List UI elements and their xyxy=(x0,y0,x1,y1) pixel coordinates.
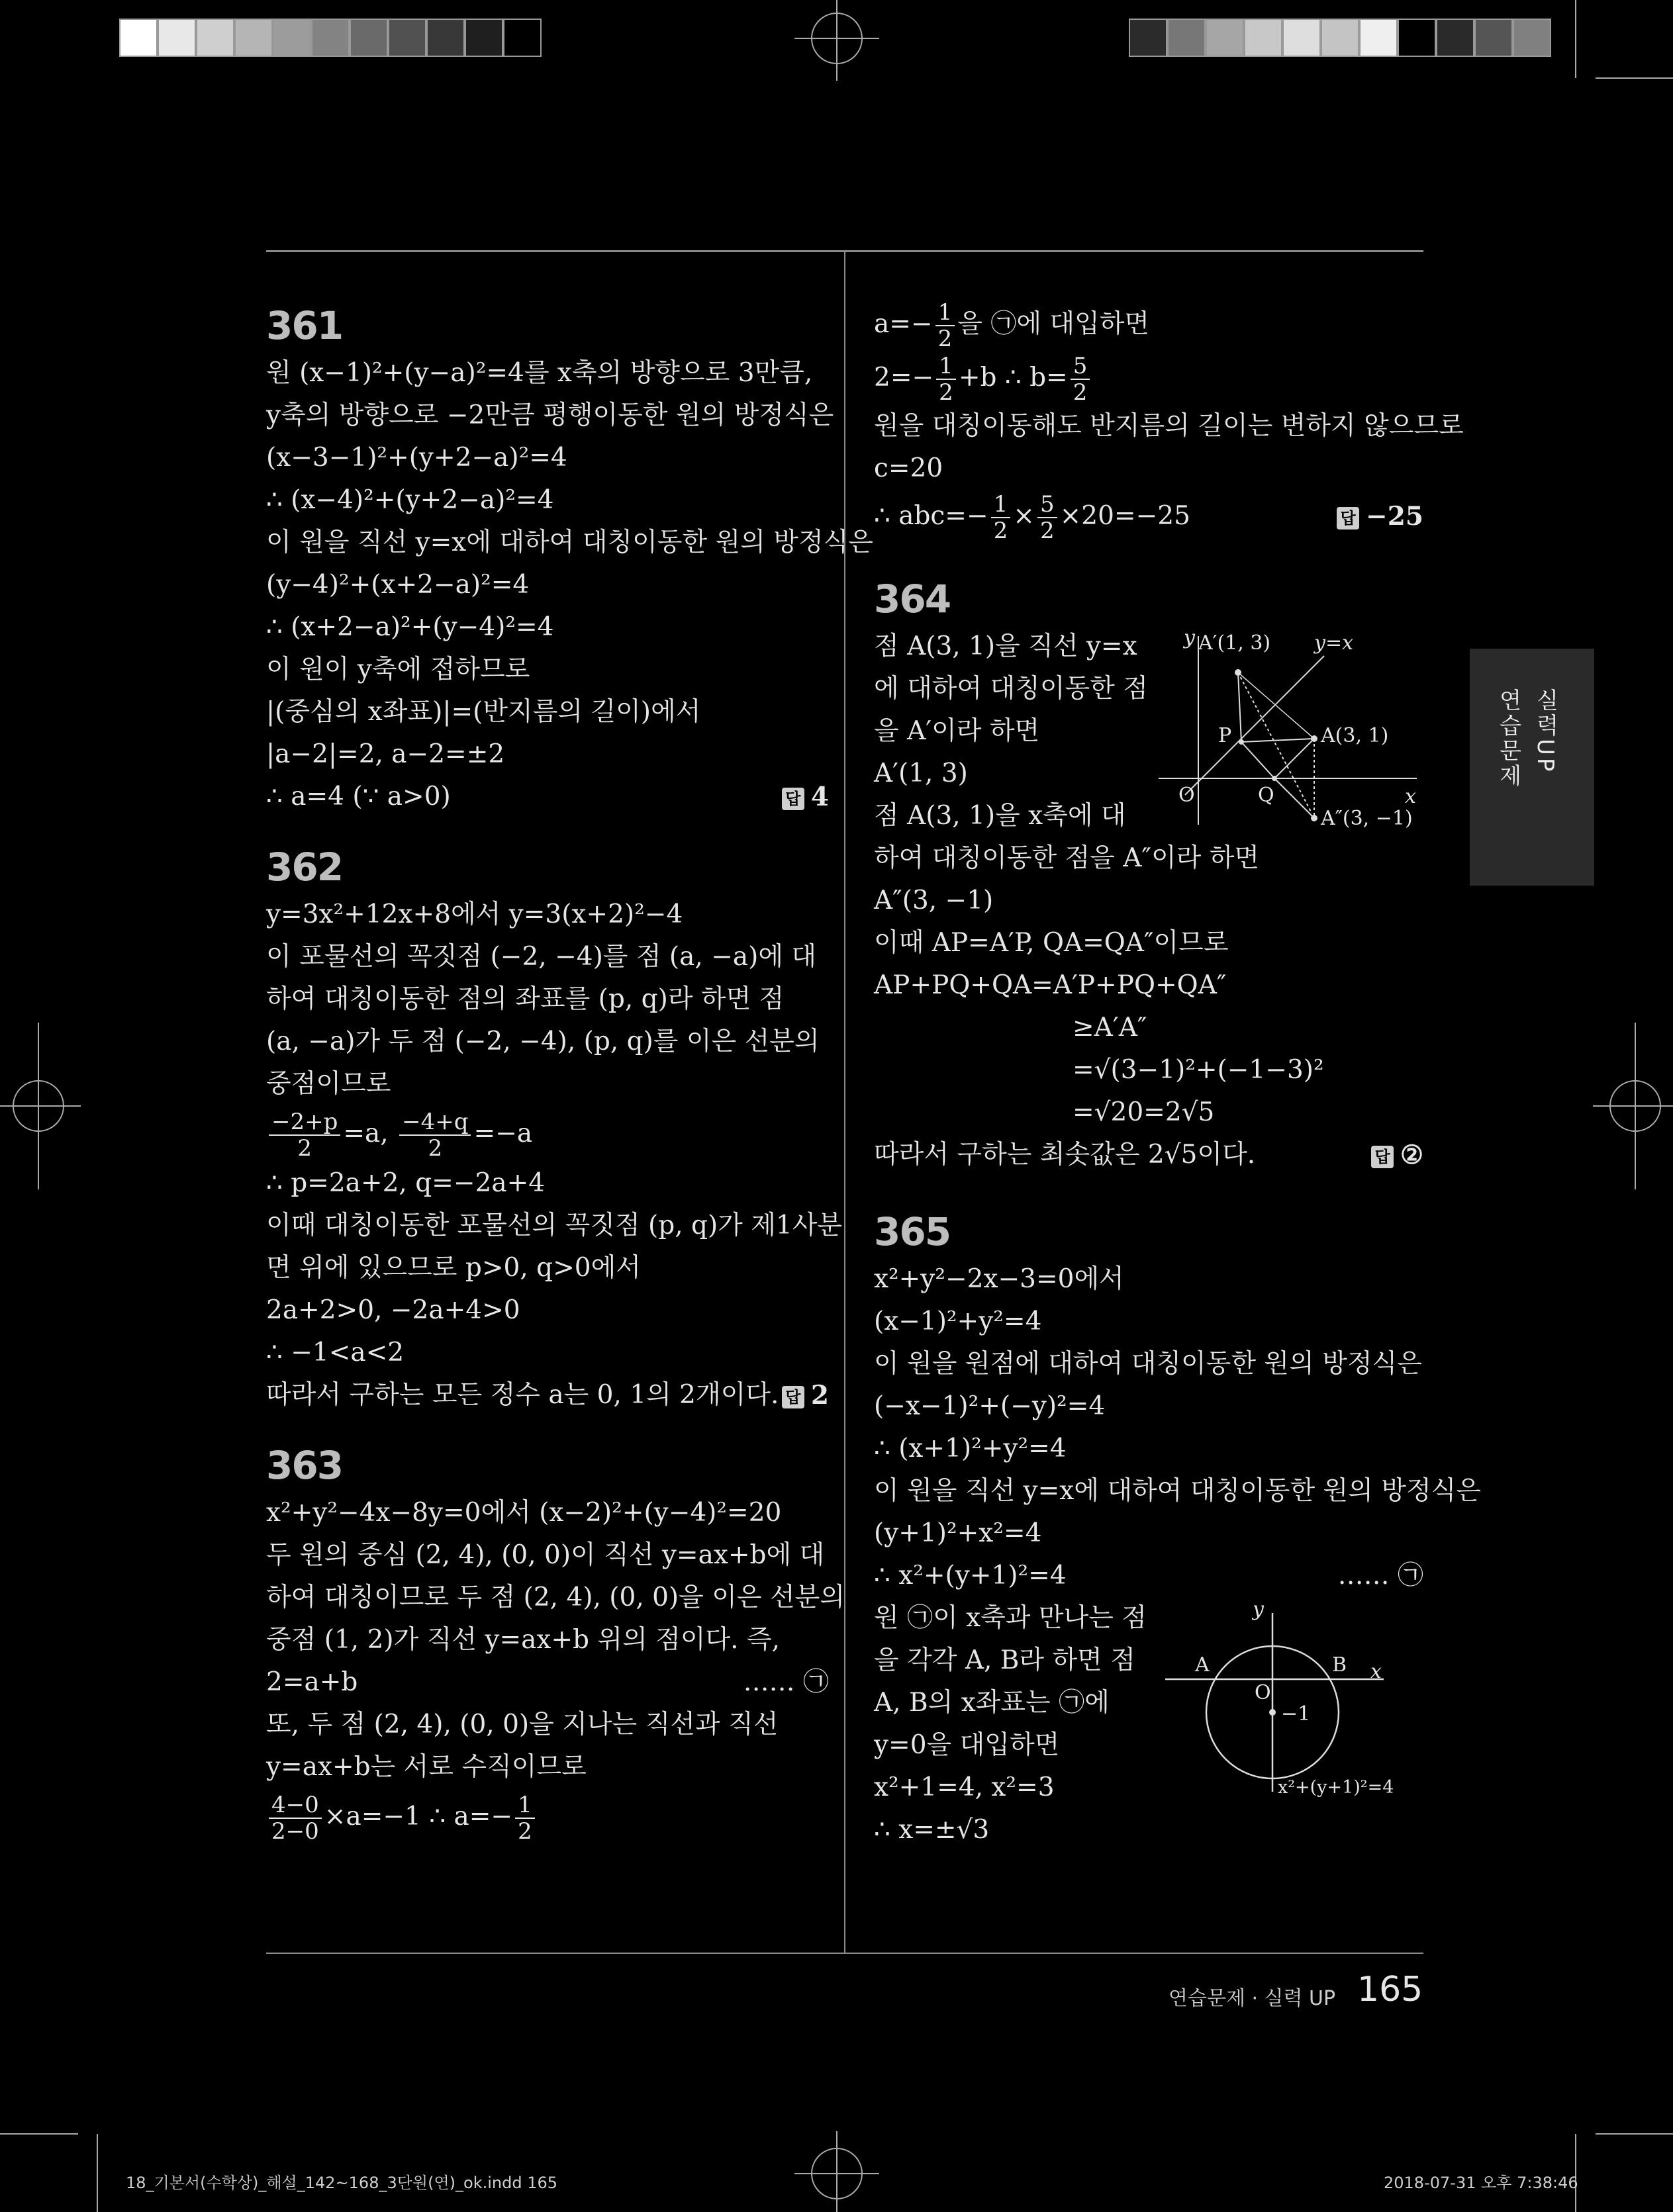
line-text: ∴ −1<a<2 xyxy=(266,1338,405,1367)
solution-line xyxy=(266,691,829,733)
answer-value: 2 xyxy=(810,1380,829,1410)
solution-line xyxy=(266,606,829,649)
text: ×a=−1 ∴ a=− xyxy=(324,1802,513,1831)
line-text: =√(3−1)²+(−1−3)² xyxy=(1073,1055,1324,1085)
line-text: (x−3−1)²+(y+2−a)²=4 xyxy=(266,443,567,473)
line-text: 2a+2>0, −2a+4>0 xyxy=(266,1295,520,1325)
line-text: ∴ x=±√3 xyxy=(874,1815,990,1845)
line-text: y축의 방향으로 −2만큼 평행이동한 원의 방정식은 xyxy=(266,400,834,430)
solution-line xyxy=(266,1063,829,1105)
right-column xyxy=(874,298,1481,1851)
line-text: x²+y²−4x−8y=0에서 (x−2)²+(y−4)²=20 xyxy=(266,1498,782,1528)
line-text: (−x−1)²+(−y)²=4 xyxy=(874,1391,1106,1421)
problem-number: 362 xyxy=(266,845,343,890)
solution-line xyxy=(266,1619,829,1661)
line-text: 하여 대칭이므로 두 점 (2, 4), (0, 0)을 이은 선분의 xyxy=(266,1583,845,1612)
solution-line xyxy=(266,522,873,564)
problem-number: 363 xyxy=(266,1443,343,1488)
answer xyxy=(1371,1134,1423,1176)
solution-line xyxy=(266,1704,829,1746)
line-text: ∴ (x+2−a)²+(y−4)²=4 xyxy=(266,612,554,642)
numerator: −2+p xyxy=(269,1109,340,1136)
solution-line xyxy=(266,649,829,691)
line-text: x²+1=4, x²=3 xyxy=(874,1773,1055,1802)
line xyxy=(874,298,1423,351)
line: 원을 대칭이동해도 반지름의 길이는 변하지 않으므로 xyxy=(874,411,1464,441)
x-axis-label: x xyxy=(1370,1660,1382,1683)
solution-line xyxy=(266,1162,829,1205)
solution-line xyxy=(874,1385,1423,1428)
problem-363-continued xyxy=(874,298,1464,544)
solution-line xyxy=(266,1534,829,1577)
side-tab-line1: 연습문제 xyxy=(1495,688,1521,789)
solution-line xyxy=(266,479,829,522)
line-text: 따라서 구하는 최솟값은 2√5이다. xyxy=(874,1140,1256,1170)
line-text: ∴ x²+(y+1)²=4 xyxy=(874,1561,1067,1590)
answer-label: 답 xyxy=(782,1386,804,1408)
line-text: ∴ a=4 (∵ a>0) xyxy=(266,782,451,811)
line-text: 을 A′이라 하면 xyxy=(874,716,1040,746)
footer-filename: 18_기본서(수학상)_해설_142~168_3단원(연)_ok.indd 165 xyxy=(126,2174,558,2192)
numerator: −4+q xyxy=(399,1109,471,1136)
line-text: (a, −a)가 두 점 (−2, −4), (p, q)를 이은 선분의 xyxy=(266,1027,820,1056)
solution-line xyxy=(266,352,829,394)
footer-date: 2018-07-31 오후 7:38:46 xyxy=(1384,2174,1578,2192)
text: =−a xyxy=(473,1119,533,1148)
line-text: |a−2|=2, a−2=±2 xyxy=(266,739,505,769)
solution-line xyxy=(266,1021,829,1063)
denominator: 2 xyxy=(1039,518,1055,544)
line-text: 이때 대칭이동한 포물선의 꼭짓점 (p, q)가 제1사분 xyxy=(266,1211,843,1240)
line-text: 이 원을 직선 y=x에 대하여 대칭이동한 원의 방정식은 xyxy=(874,1476,1481,1506)
denominator: 2−0 xyxy=(271,1818,319,1845)
problem-361 xyxy=(266,303,873,818)
x-axis-label: x xyxy=(1405,785,1416,808)
point-q-label: Q xyxy=(1258,784,1274,807)
left-column xyxy=(266,291,873,1845)
solution-line xyxy=(874,1091,1423,1134)
solution-line xyxy=(874,1134,1423,1176)
solution-line xyxy=(266,1332,829,1374)
line-text: 중점 (1, 2)가 직선 y=ax+b 위의 점이다. 즉, xyxy=(266,1625,781,1655)
solution-line xyxy=(266,978,829,1021)
point-b-label: B xyxy=(1332,1653,1347,1677)
line-text: 원 ㉠이 x축과 만나는 점 xyxy=(874,1603,1147,1633)
solution-line xyxy=(874,1049,1423,1091)
solution-line xyxy=(266,1577,845,1619)
line-text: AP+PQ+QA=A′P+PQ+QA″ xyxy=(874,970,1227,1000)
problem-number: 361 xyxy=(266,303,343,348)
answer xyxy=(782,1374,829,1416)
point-p-label: P xyxy=(1218,724,1232,747)
line xyxy=(874,490,1423,543)
text: × xyxy=(1013,501,1035,531)
denominator: 2 xyxy=(518,1818,532,1845)
line-text: 이 원을 원점에 대하여 대칭이동한 원의 방정식은 xyxy=(874,1349,1422,1379)
solution-line xyxy=(266,1289,829,1332)
line-text: 하여 대칭이동한 점의 좌표를 (p, q)라 하면 점 xyxy=(266,984,785,1014)
solution-line xyxy=(874,1007,1423,1049)
solution-line xyxy=(874,1512,1423,1555)
solution-line xyxy=(266,394,834,437)
denominator: 2 xyxy=(937,326,953,352)
line-text: 점 A(3, 1)을 직선 y=x xyxy=(874,631,1137,661)
answer xyxy=(1337,490,1423,543)
line-text: 면 위에 있으므로 p>0, q>0에서 xyxy=(266,1253,641,1283)
text: ×20=−25 xyxy=(1059,501,1190,531)
numerator: 4−0 xyxy=(269,1792,322,1819)
denominator: 2 xyxy=(1073,379,1088,406)
answer-label: 답 xyxy=(1371,1146,1394,1168)
solution-line xyxy=(266,776,829,818)
answer-label: 답 xyxy=(782,788,804,810)
line-text: ∴ (x−4)²+(y+2−a)²=4 xyxy=(266,485,554,515)
line-text: A, B의 x좌표는 ㉠에 xyxy=(874,1688,1110,1718)
line xyxy=(874,351,1423,405)
problem-number: 364 xyxy=(874,576,951,622)
line-text: 이 포물선의 꼭짓점 (−2, −4)를 점 (a, −a)에 대 xyxy=(266,942,817,972)
solution-line xyxy=(874,964,1423,1007)
text: +b ∴ b= xyxy=(958,363,1068,392)
line-text: y=0을 대입하면 xyxy=(874,1730,1060,1760)
line-text: 이때 AP=A′P, QA=QA″이므로 xyxy=(874,928,1229,958)
text: 을 ㉠에 대입하면 xyxy=(957,309,1150,339)
answer xyxy=(782,776,829,818)
equation-mark: …… ㉠ xyxy=(1337,1561,1423,1590)
line-text: y=3x²+12x+8에서 y=3(x+2)²−4 xyxy=(266,899,683,929)
numerator: 1 xyxy=(935,300,955,326)
solution-line xyxy=(874,1301,1423,1343)
answer-value: −25 xyxy=(1366,501,1423,531)
line-text: y=ax+b는 서로 수직이므로 xyxy=(266,1752,587,1782)
line-text: 이 원을 직선 y=x에 대하여 대칭이동한 원의 방정식은 xyxy=(266,528,873,557)
text: a=− xyxy=(874,309,933,339)
line: c=20 xyxy=(874,453,943,483)
denominator: 2 xyxy=(993,518,1008,544)
denominator: 2 xyxy=(297,1135,312,1162)
reflection-figure xyxy=(1159,629,1423,828)
point-a-double-prime-label: A″(3, −1) xyxy=(1321,807,1413,828)
numerator: 5 xyxy=(1037,492,1057,518)
problem-364 xyxy=(874,576,1423,1176)
solution-line xyxy=(266,1374,829,1416)
numerator: 1 xyxy=(515,1792,535,1819)
solution-line xyxy=(266,894,829,936)
line-text: (x−1)²+y²=4 xyxy=(874,1307,1042,1336)
line-label: y=x xyxy=(1314,631,1354,655)
line-text: 원 (x−1)²+(y−a)²=4를 x축의 방향으로 3만큼, xyxy=(266,358,813,388)
side-tab-line2: 실력UP xyxy=(1532,688,1558,774)
solution-line xyxy=(874,1809,1423,1851)
solution-line xyxy=(874,880,1423,922)
line-text: x²+y²−2x−3=0에서 xyxy=(874,1264,1124,1294)
equation-mark: …… ㉠ xyxy=(743,1667,829,1697)
circle-equation-label: x²+(y+1)²=4 xyxy=(1278,1777,1394,1798)
solution-line xyxy=(266,1247,829,1289)
problem-362 xyxy=(266,845,843,1416)
line-text: ∴ p=2a+2, q=−2a+4 xyxy=(266,1168,546,1198)
denominator: 2 xyxy=(939,379,953,406)
section-side-tab xyxy=(1470,649,1594,886)
text: 2=− xyxy=(874,363,934,392)
line-text: ∴ (x+1)²+y²=4 xyxy=(874,1434,1067,1463)
line-text: A″(3, −1) xyxy=(874,886,994,915)
answer-value: ② xyxy=(1400,1140,1423,1170)
origin-label: O xyxy=(1255,1681,1271,1704)
denominator: 2 xyxy=(428,1135,443,1162)
solution-line xyxy=(874,922,1423,964)
solution-line xyxy=(266,1746,829,1788)
solution-line xyxy=(874,1343,1423,1385)
line-text: A′(1, 3) xyxy=(874,759,968,788)
center-label: −1 xyxy=(1281,1702,1311,1726)
line-text: 이 원이 y축에 접하므로 xyxy=(266,655,530,684)
line-text: (y−4)²+(x+2−a)²=4 xyxy=(266,570,530,600)
solution-line xyxy=(266,936,829,978)
line-text: (y+1)²+x²=4 xyxy=(874,1518,1042,1548)
point-a-label: A xyxy=(1195,1653,1210,1677)
origin-label: O xyxy=(1178,784,1195,807)
column-divider xyxy=(844,252,845,1953)
answer-label: 답 xyxy=(1337,507,1359,530)
solution-line xyxy=(266,1205,843,1247)
y-axis-label: y xyxy=(1253,1600,1264,1621)
line-text: 두 원의 중심 (2, 4), (0, 0)이 직선 y=ax+b에 대 xyxy=(266,1540,825,1570)
line-text: 에 대하여 대칭이동한 점 xyxy=(874,674,1148,704)
line-text: 중점이므로 xyxy=(266,1069,391,1099)
line-text: 2=a+b xyxy=(266,1667,358,1697)
line-text: 하여 대칭이동한 점을 A″이라 하면 xyxy=(874,843,1260,873)
numerator: 1 xyxy=(936,353,956,380)
line-text: 따라서 구하는 모든 정수 a는 0, 1의 2개이다. xyxy=(266,1380,779,1410)
solution-line xyxy=(874,1258,1423,1301)
solution-line xyxy=(266,733,829,776)
answer-value: 4 xyxy=(810,782,829,812)
problem-365 xyxy=(874,1209,1481,1851)
text: ∴ abc=− xyxy=(874,501,988,531)
point-a-prime-label: A′(1, 3) xyxy=(1198,631,1271,655)
bottom-rule xyxy=(266,1953,1423,1954)
numerator: 1 xyxy=(991,492,1011,518)
solution-line xyxy=(874,1555,1423,1597)
line-text: 점 A(3, 1)을 x축에 대 xyxy=(874,801,1126,831)
line-text: 또, 두 점 (2, 4), (0, 0)을 지나는 직선과 직선 xyxy=(266,1710,779,1739)
line-text: =√20=2√5 xyxy=(1073,1097,1215,1127)
line-text: 을 각각 A, B라 하면 점 xyxy=(874,1645,1135,1675)
solution-line xyxy=(874,1470,1481,1512)
text: =a, xyxy=(343,1119,389,1148)
circle-figure xyxy=(1165,1600,1430,1798)
line-text: ≥A′A″ xyxy=(1073,1013,1147,1042)
point-a-label: A(3, 1) xyxy=(1321,724,1389,747)
line-text: |(중심의 x좌표)|=(반지름의 길이)에서 xyxy=(266,697,701,727)
solution-line xyxy=(266,1661,829,1704)
fraction-line xyxy=(266,1105,829,1162)
y-axis-label: y xyxy=(1184,629,1195,649)
solution-line xyxy=(874,1428,1423,1470)
page-number: 165 xyxy=(1357,1970,1423,2009)
solution-line xyxy=(266,564,829,606)
solution-line xyxy=(266,437,829,479)
numerator: 5 xyxy=(1071,353,1090,380)
footer-section: 연습문제 · 실력 UP xyxy=(1169,1987,1336,2010)
solution-line xyxy=(266,1492,829,1534)
solution-line xyxy=(874,837,1423,880)
problem-363 xyxy=(266,1443,845,1845)
fraction-line xyxy=(266,1788,829,1845)
problem-number: 365 xyxy=(874,1209,951,1254)
